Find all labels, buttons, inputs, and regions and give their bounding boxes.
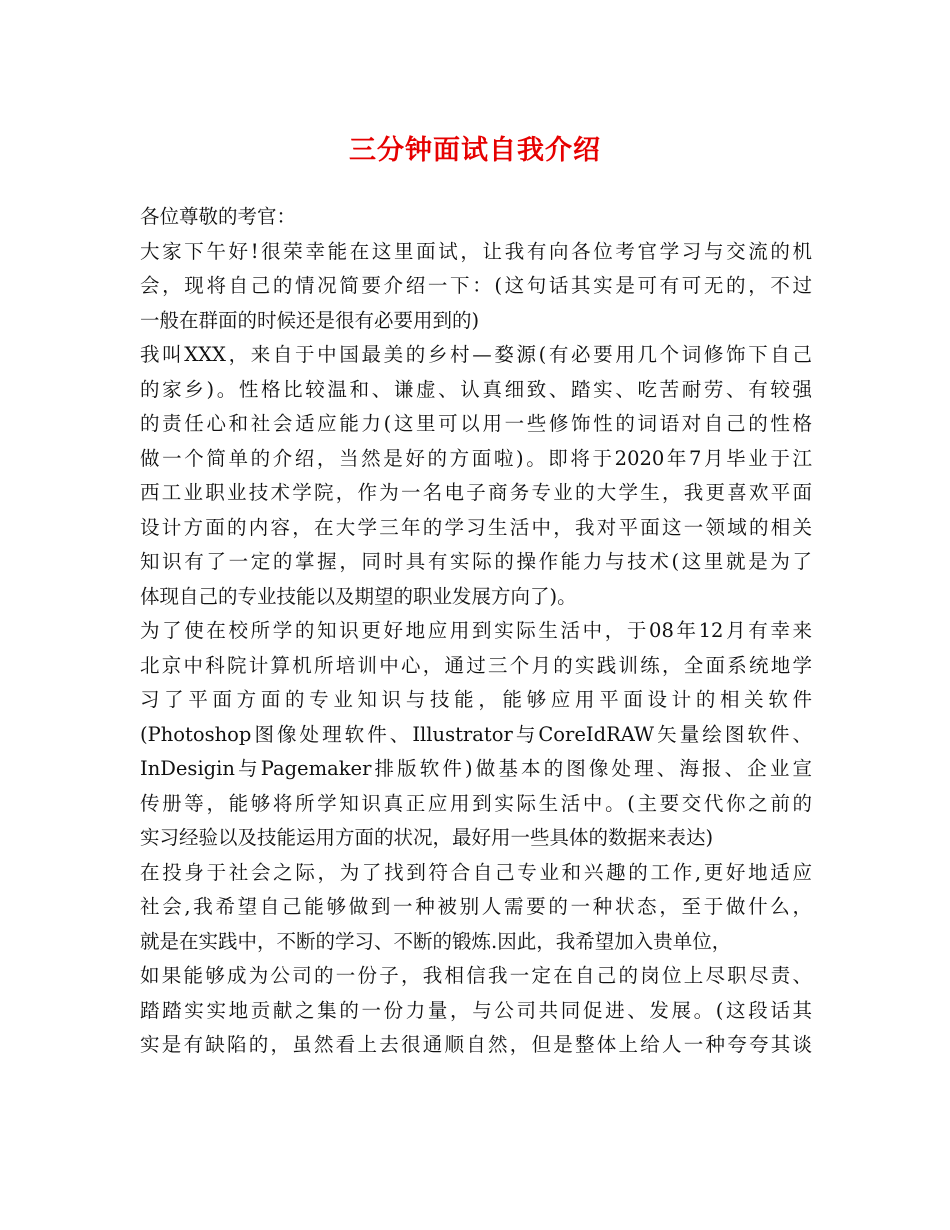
text-line: 做一个简单的介绍，当然是好的方面啦)。即将于2020年7月毕业于江 <box>140 446 812 470</box>
text-line: 的家乡)。性格比较温和、谦虚、认真细致、踏实、吃苦耐劳、有较强 <box>140 377 812 401</box>
text-line: 体现自己的专业技能以及期望的职业发展方向了)。 <box>140 584 577 608</box>
text-line: 习了平面方面的专业知识与技能，能够应用平面设计的相关软件 <box>140 688 812 711</box>
text-line: (Photoshop图像处理软件、Illustrator与CoreIdRAW矢量绘图软件、 <box>140 722 812 746</box>
text-line: 会，现将自己的情况简要介绍一下：(这句话其实是可有可无的，不过 <box>140 274 812 297</box>
text-line: 实习经验以及技能运用方面的状况，最好用一些具体的数据来表达) <box>140 826 714 849</box>
text-line: 为了使在校所学的知识更好地应用到实际生活中，于08年12月有幸来 <box>140 619 812 642</box>
text-line: 踏踏实实地贡献之集的一份力量，与公司共同促进、发展。(这段话其 <box>140 998 812 1022</box>
text-line: 实是有缺陷的，虽然看上去很通顺自然，但是整体上给人一种夸夸其谈 <box>140 1033 812 1056</box>
text-line: 大家下午好!很荣幸能在这里面试，让我有向各位考官学习与交流的机 <box>140 239 812 263</box>
document-body <box>140 200 812 1063</box>
text-line: 就是在实践中，不断的学习、不断的锻炼.因此，我希望加入贵单位， <box>140 929 732 953</box>
text-line: 设计方面的内容，在大学三年的学习生活中，我对平面这一领域的相关 <box>140 515 812 539</box>
document-title: 三分钟面试自我介绍 <box>349 135 601 166</box>
text-line: 在投身于社会之际，为了找到符合自己专业和兴趣的工作,更好地适应 <box>140 860 812 884</box>
text-line: 各位尊敬的考官： <box>140 205 297 228</box>
text-line: 的责任心和社会适应能力(这里可以用一些修饰性的词语对自己的性格 <box>140 412 812 435</box>
text-line: 我叫XXX，来自于中国最美的乡村—婺源(有必要用几个词修饰下自己 <box>140 343 812 366</box>
text-line: 社会,我希望自己能够做到一种被别人需要的一种状态，至于做什么， <box>140 895 812 918</box>
text-line: 传册等，能够将所学知识真正应用到实际生活中。(主要交代你之前的 <box>140 791 812 815</box>
text-line: 北京中科院计算机所培训中心，通过三个月的实践训练，全面系统地学 <box>140 653 812 677</box>
text-line: 知识有了一定的掌握，同时具有实际的操作能力与技术(这里就是为了 <box>140 550 812 573</box>
text-line: 西工业职业技术学院，作为一名电子商务专业的大学生，我更喜欢平面 <box>140 481 812 504</box>
text-line: 如果能够成为公司的一份子，我相信我一定在自己的岗位上尽职尽责、 <box>140 964 812 987</box>
text-line: 一般在群面的时候还是很有必要用到的) <box>140 308 480 332</box>
text-line: InDesigin与Pagemaker排版软件)做基本的图像处理、海报、企业宣 <box>140 757 812 780</box>
